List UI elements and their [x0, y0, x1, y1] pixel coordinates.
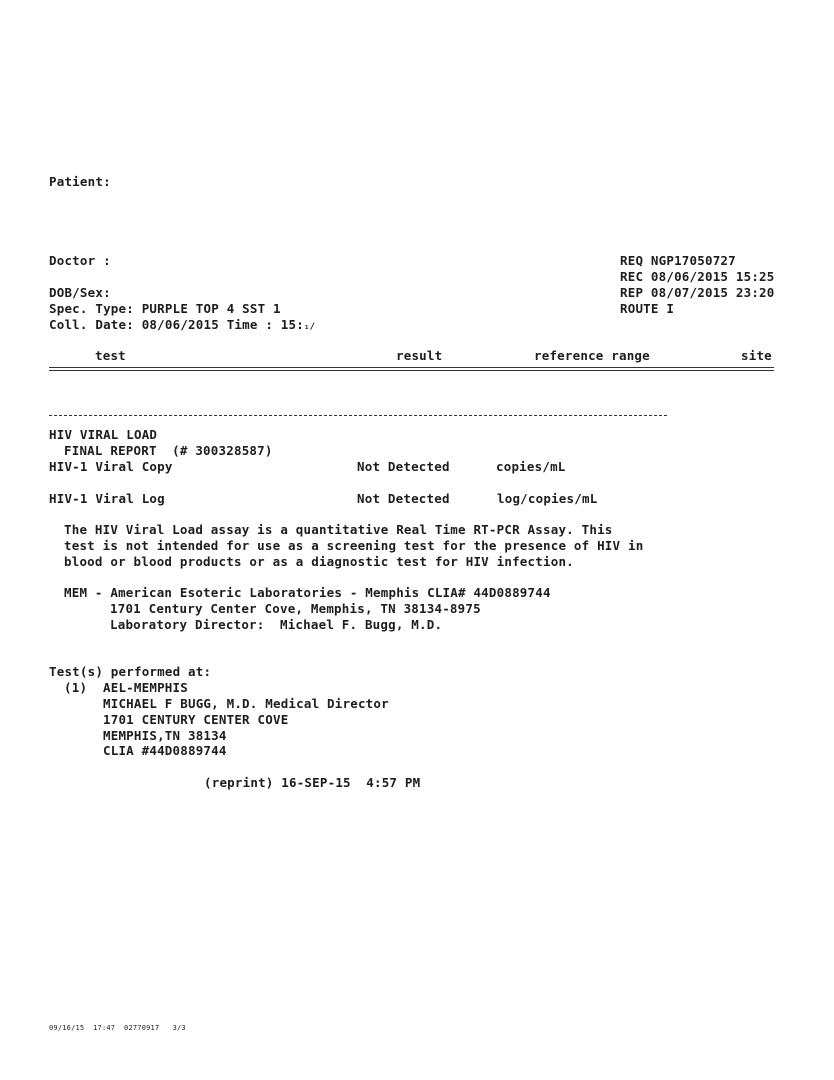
performed-at-line: MEMPHIS,TN 38134 — [103, 728, 227, 743]
collection-date — [49, 317, 315, 335]
dob-sex-label: DOB/Sex: — [49, 285, 111, 300]
result-test-name: HIV-1 Viral Copy — [49, 459, 173, 474]
lab-info-line: MEM - American Esoteric Laboratories - Memphis CLIA# 44D0889744 — [64, 585, 551, 600]
column-header-test: test — [95, 348, 126, 363]
assay-note-line: The HIV Viral Load assay is a quantitative Real Time RT-PCR Assay. This — [64, 522, 613, 537]
lab-info-line: Laboratory Director: Michael F. Bugg, M.D. — [110, 617, 443, 632]
section-dashed-rule — [49, 415, 667, 421]
performed-at-line: AEL-MEMPHIS — [103, 680, 188, 695]
panel-title: HIV VIRAL LOAD — [49, 427, 158, 442]
route: ROUTE I — [620, 301, 675, 316]
column-header-site: site — [741, 348, 772, 363]
final-report-label: FINAL REPORT (# 300328587) — [64, 443, 273, 458]
column-header-reference-range: reference range — [534, 348, 650, 363]
reprint-timestamp: (reprint) 16-SEP-15 4:57 PM — [204, 775, 421, 790]
result-test-name: HIV-1 Viral Log — [49, 491, 165, 506]
specimen-type: Spec. Type: PURPLE TOP 4 SST 1 — [49, 301, 281, 316]
result-units: log/copies/mL — [497, 491, 598, 506]
result-value: Not Detected — [357, 459, 450, 474]
collection-time-suffix: ₁/ — [303, 322, 316, 332]
doctor-label: Doctor : — [49, 253, 111, 268]
fax-footer: 09/16/15 17:47 02770917 3/3 — [49, 1024, 186, 1032]
assay-note-line: test is not intended for use as a screening test for the presence of HIV in — [64, 538, 644, 553]
collection-date-text: Coll. Date: 08/06/2015 Time : 15: — [49, 317, 304, 332]
performed-at-line: MICHAEL F BUGG, M.D. Medical Director — [103, 696, 389, 711]
result-units: copies/mL — [496, 459, 566, 474]
result-value: Not Detected — [357, 491, 450, 506]
column-header-result: result — [396, 348, 443, 363]
received-datetime: REC 08/06/2015 15:25 — [620, 269, 775, 284]
performed-at-line: 1701 CENTURY CENTER COVE — [103, 712, 289, 727]
performed-at-line: CLIA #44D0889744 — [103, 743, 227, 758]
header-double-rule — [49, 367, 774, 373]
lab-info-line: 1701 Century Center Cove, Memphis, TN 38134-8975 — [110, 601, 481, 616]
performed-at-index: (1) — [64, 680, 88, 695]
requisition-number: REQ NGP17050727 — [620, 253, 736, 268]
performed-at-label: Test(s) performed at: — [49, 664, 212, 679]
reported-datetime: REP 08/07/2015 23:20 — [620, 285, 775, 300]
assay-note-line: blood or blood products or as a diagnostic test for HIV infection. — [64, 554, 574, 569]
patient-label: Patient: — [49, 174, 111, 189]
